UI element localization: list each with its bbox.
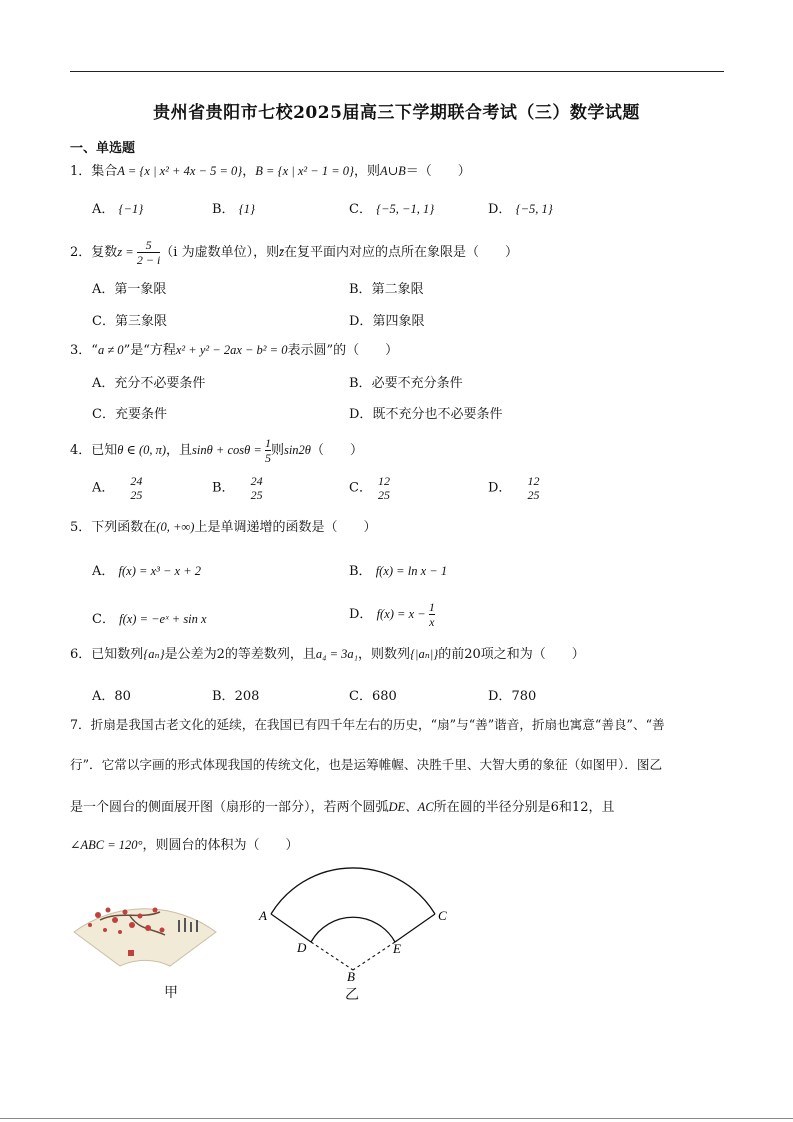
section-heading: 一、单选题 (70, 141, 136, 156)
option-c[interactable]: C． {−5, −1, 1} (349, 202, 435, 217)
option-b[interactable]: B．第二象限 (349, 282, 424, 297)
option-c[interactable]: C． 12 25 (349, 474, 390, 502)
point-a-label: A (259, 908, 267, 923)
figure-caption-b: 乙 (345, 987, 359, 1003)
question-3: 3．“a ≠ 0”是“方程x² + y² − 2ax − b² = 0表示圆”的（ ） (70, 343, 399, 358)
point-c-label: C (438, 908, 447, 923)
option-a[interactable]: A．充分不必要条件 (92, 376, 206, 391)
dashed-eb (353, 942, 395, 970)
option-a[interactable]: A． {−1} (92, 202, 144, 217)
option-d[interactable]: D． {−5, 1} (488, 202, 553, 217)
point-d-label: D (297, 940, 307, 955)
question-number: 1． (70, 164, 92, 179)
fraction: $\frac{5}{2 - i}$ (136, 238, 161, 267)
question-1: 1．集合A = {x | x² + 4x − 5 = 0}，B = {x | x² − 1 = 0}，则A∪B＝（ ） (70, 164, 471, 179)
outer-arc-ac (271, 868, 435, 914)
option-c[interactable]: C．充要条件 (92, 407, 167, 422)
segment-ad (271, 914, 311, 942)
figure-caption-a: 甲 (164, 985, 178, 1001)
point-b-label: B (347, 969, 355, 984)
frustum-development-figure (255, 860, 455, 990)
option-c[interactable]: C．第三象限 (92, 314, 167, 329)
option-a[interactable]: A．80 (92, 689, 131, 704)
option-b[interactable]: B． f(x) = ln x − 1 (349, 564, 448, 579)
option-b[interactable]: B． 24 25 (212, 474, 263, 502)
option-c[interactable]: C． f(x) = −eˣ + sin x (92, 612, 207, 627)
question-5: 5．下列函数在(0, +∞)上是单调递增的函数是（ ） (70, 520, 377, 535)
page-title: 贵州省贵阳市七校2025届高三下学期联合考试（三）数学试题 (153, 103, 640, 123)
question-6: 6．已知数列{aₙ}是公差为2的等差数列，且a₄ = 3a₁，则数列{|aₙ|}的前20项之和为（ ） (70, 647, 585, 662)
question-7-line-2: 行”．它常以字画的形式体现我国的传统文化，也是运筹帷幄、决胜千里、大智大勇的象征（如图甲）．图乙 (70, 757, 663, 772)
option-d[interactable]: D．既不充分也不必要条件 (349, 407, 503, 422)
option-d[interactable]: D． f(x) = x − $\frac{1}{x}$ (349, 600, 435, 629)
bottom-rule (0, 1118, 793, 1119)
top-rule (70, 71, 724, 72)
dashed-db (311, 942, 353, 970)
inner-arc-de (311, 917, 395, 942)
fraction: $\frac{1}{5}$ (264, 436, 271, 465)
question-7-line-1: 7．折扇是我国古老文化的延续，在我国已有四千年左右的历史，“扇”与“善”谐音，折扇也寓意“善良”、“善 (70, 717, 665, 732)
painted-fan-figure (70, 880, 220, 970)
question-4: 4．已知θ ∈ (0, π)，且sinθ + cosθ = $\frac{1}{5}$ 则sin2θ（ ） (70, 436, 363, 465)
option-a[interactable]: A．第一象限 (92, 282, 167, 297)
option-c[interactable]: C．680 (349, 689, 397, 704)
option-a[interactable]: A． f(x) = x³ − x + 2 (92, 564, 202, 579)
point-e-label: E (393, 941, 401, 956)
set-a: A = {x | x² + 4x − 5 = 0} (117, 164, 243, 178)
set-b: B = {x | x² − 1 = 0} (255, 164, 355, 178)
question-7-line-3: 是一个圆台的侧面展开图（扇形的一部分），若两个圆弧DE、AC所在圆的半径分别是6和12，且 (70, 800, 615, 815)
option-b[interactable]: B． {1} (212, 202, 255, 217)
segment-ce (395, 914, 435, 942)
question-7-line-4: ∠ABC = 120°，则圆台的体积为（ ） (70, 838, 299, 853)
option-a[interactable]: A． 24 25 (92, 474, 143, 502)
option-b[interactable]: B．必要不充分条件 (349, 376, 463, 391)
option-b[interactable]: B．208 (212, 689, 260, 704)
option-d[interactable]: D． 12 25 (488, 474, 540, 502)
option-d[interactable]: D．第四象限 (349, 314, 425, 329)
option-d[interactable]: D．780 (488, 689, 537, 704)
question-2: 2．复数z = $\frac{5}{2 - i}$ （i 为虚数单位），则z̄在复平面内对应的点所在象限是（ ） (70, 238, 518, 267)
union: A∪B (380, 164, 406, 178)
